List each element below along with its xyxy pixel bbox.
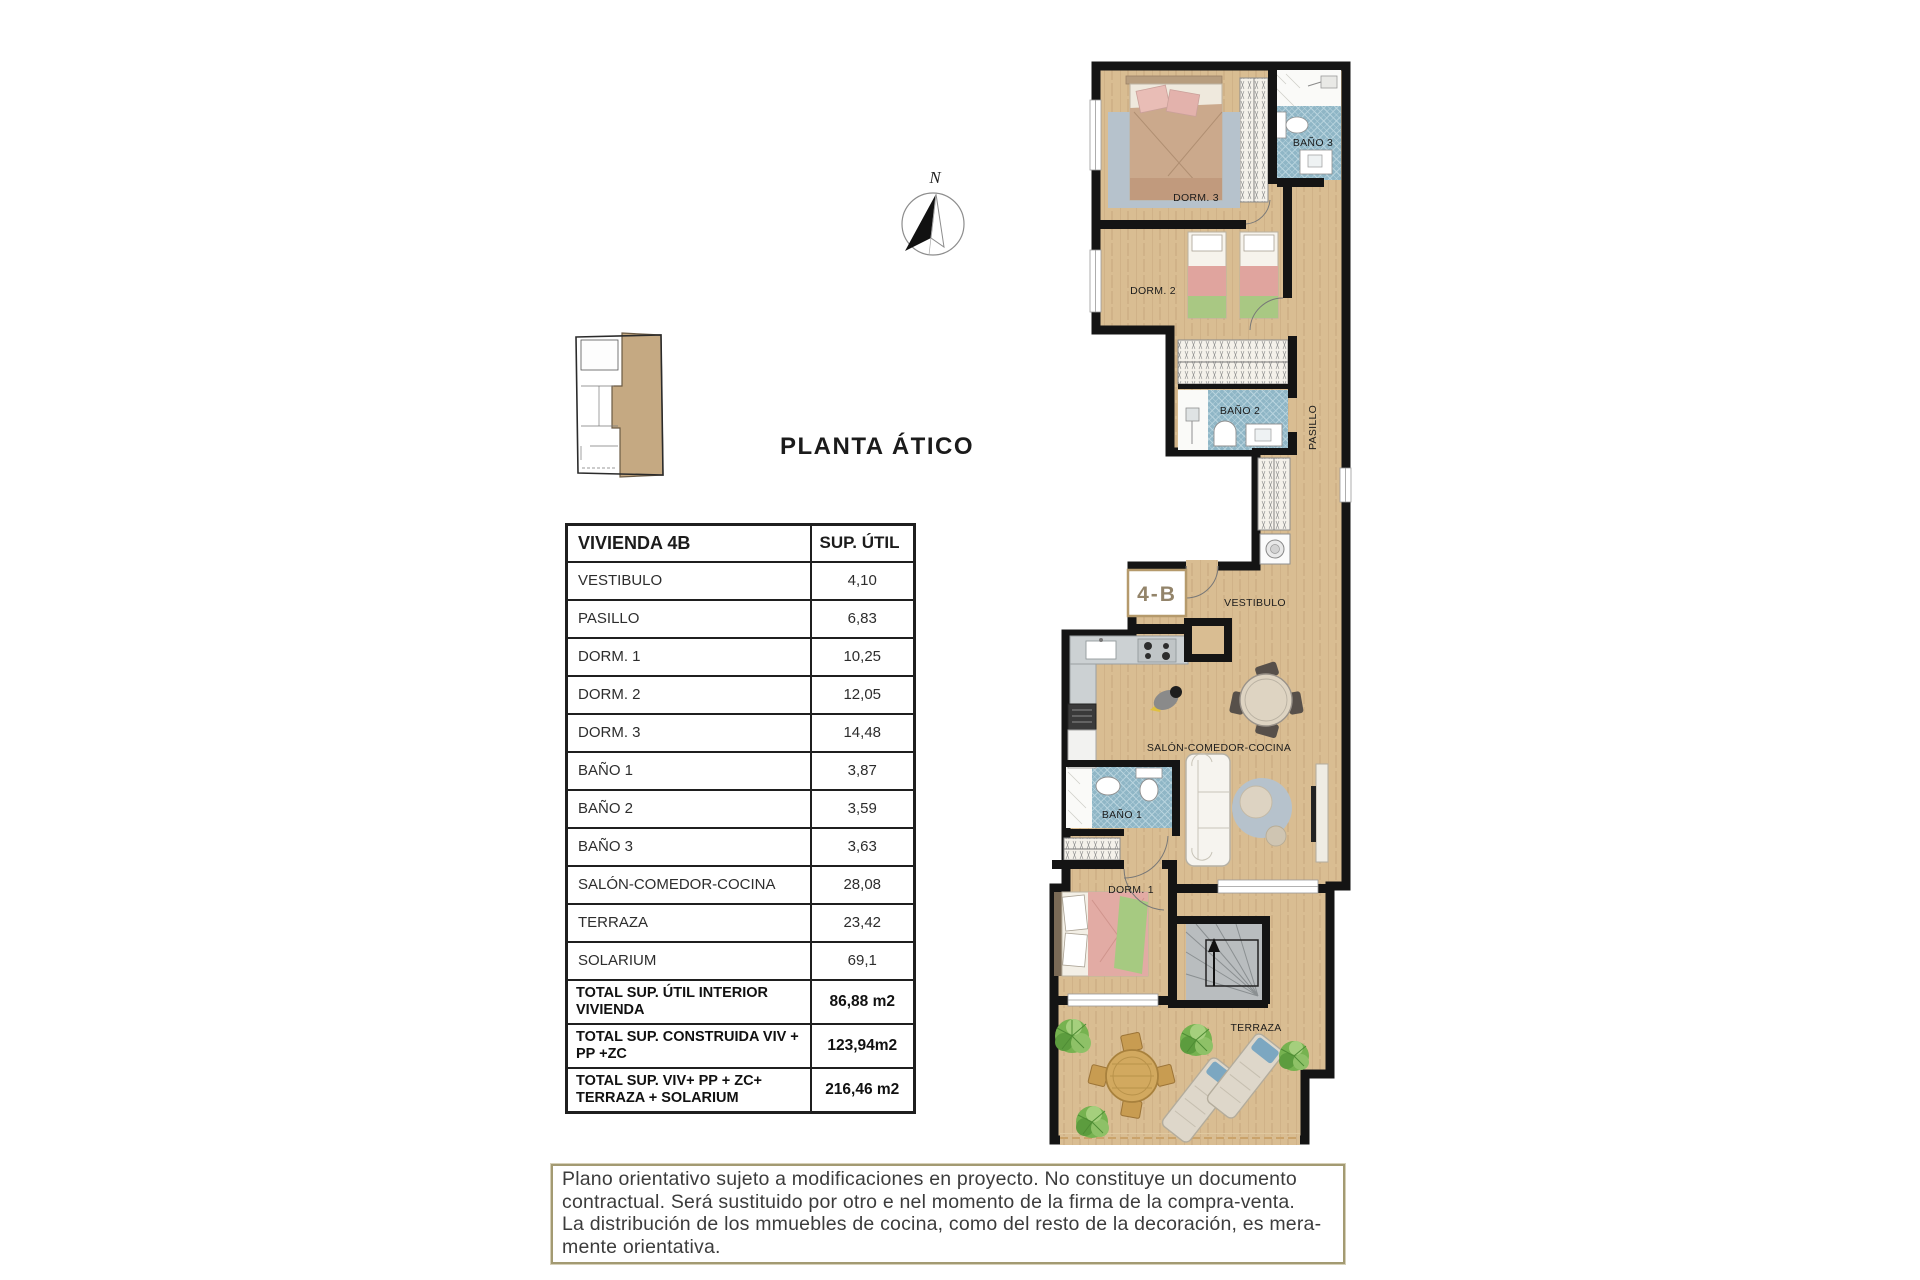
unit-badge: [1128, 570, 1186, 616]
room-name: DORM. 3: [567, 714, 811, 752]
total-value: 123,94m2: [811, 1024, 915, 1068]
floor-plan: [1038, 50, 1358, 1155]
table-row: [567, 790, 915, 828]
label-dorm3: DORM. 3: [1173, 192, 1219, 204]
table-row: [567, 752, 915, 790]
oven: [1068, 704, 1096, 730]
table-row: [567, 866, 915, 904]
table-total-row: [567, 1024, 915, 1068]
total-value: 216,46 m2: [811, 1068, 915, 1113]
table-row: [567, 828, 915, 866]
room-area: 14,48: [811, 714, 915, 752]
stove: [1138, 639, 1176, 662]
wardrobe-corridor: [1258, 458, 1290, 530]
table-row: [567, 676, 915, 714]
room-area: 6,83: [811, 600, 915, 638]
compass-needle: [905, 194, 936, 251]
label-dorm1: DORM. 1: [1108, 884, 1154, 896]
total-value: 86,88 m2: [811, 980, 915, 1024]
disclaimer-line: La distribución de los mmuebles de cocina, como del resto de la decoración, es mera-: [562, 1213, 1322, 1235]
pouf: [1240, 786, 1272, 818]
compass-north-label: N: [929, 168, 941, 187]
room-area: 28,08: [811, 866, 915, 904]
table-row: [567, 714, 915, 752]
room-name: BAÑO 1: [567, 752, 811, 790]
washing-machine: [1260, 534, 1290, 564]
table-row: [567, 638, 915, 676]
unit-badge-label: 4-B: [1137, 583, 1177, 606]
sofa: [1186, 754, 1230, 866]
wardrobe-hall: [1178, 340, 1288, 384]
kitchen-sink: [1086, 641, 1116, 659]
bed-dorm2-right: [1240, 232, 1278, 318]
label-vestibulo: VESTIBULO: [1224, 597, 1286, 609]
bed-dorm1: [1054, 892, 1148, 976]
compass-icon: [888, 158, 980, 266]
room-area: 23,42: [811, 904, 915, 942]
label-salon: SALÓN-COMEDOR-COCINA: [1146, 742, 1292, 754]
total-label: TOTAL SUP. VIV+ PP + ZC+ TERRAZA + SOLARIUM: [567, 1068, 811, 1113]
label-dorm2: DORM. 2: [1130, 285, 1176, 297]
table-row: [567, 904, 915, 942]
label-bano2: BAÑO 2: [1219, 405, 1261, 417]
label-bano1: BAÑO 1: [1101, 809, 1143, 821]
window: [1340, 468, 1351, 502]
room-area: 10,25: [811, 638, 915, 676]
table-row: [567, 942, 915, 980]
label-bano3: BAÑO 3: [1292, 137, 1334, 149]
room-area: 4,10: [811, 562, 915, 600]
table-row: [567, 562, 915, 600]
room-area: 3,59: [811, 790, 915, 828]
closet-dorm1: [1064, 838, 1120, 860]
bed-dorm2-left: [1188, 232, 1226, 318]
areas-table: [565, 523, 916, 1114]
label-pasillo: PASILLO: [1307, 404, 1319, 450]
room-name: SOLARIUM: [567, 942, 811, 980]
room-name: PASILLO: [567, 600, 811, 638]
window: [1218, 880, 1318, 893]
bed-dorm3: [1126, 76, 1222, 200]
label-terraza: TERRAZA: [1230, 1022, 1282, 1034]
table-total-row: [567, 980, 915, 1024]
room-area: 12,05: [811, 676, 915, 714]
room-name: DORM. 1: [567, 638, 811, 676]
disclaimer-line: Plano orientativo sujeto a modificaciones en proyecto. No constituye un documento: [562, 1168, 1297, 1190]
room-bano3: [1273, 70, 1341, 180]
room-area: 3,63: [811, 828, 915, 866]
table-header-unit: VIVIENDA 4B: [567, 525, 811, 562]
page-title: PLANTA ÁTICO: [780, 433, 974, 460]
room-name: BAÑO 3: [567, 828, 811, 866]
table-header-area: SUP. ÚTIL: [811, 525, 915, 562]
key-plan: [570, 328, 670, 484]
room-area: 3,87: [811, 752, 915, 790]
disclaimer-line: mente orientativa.: [562, 1235, 721, 1258]
total-label: TOTAL SUP. ÚTIL INTERIOR VIVIENDA: [567, 980, 811, 1024]
table-total-row: [567, 1068, 915, 1113]
room-name: SALÓN-COMEDOR-COCINA: [567, 866, 811, 904]
wardrobe-dorm3: [1240, 78, 1268, 202]
areas-table-header-row: [567, 525, 915, 562]
disclaimer-box: [551, 1164, 1345, 1264]
table-row: [567, 600, 915, 638]
room-name: DORM. 2: [567, 676, 811, 714]
total-label: TOTAL SUP. CONSTRUIDA VIV + PP +ZC: [567, 1024, 811, 1068]
window: [1068, 994, 1158, 1006]
disclaimer-line: contractual. Será sustituido por otro e nel momento de la firma de la compra-venta.: [562, 1190, 1296, 1213]
room-name: TERRAZA: [567, 904, 811, 942]
room-name: BAÑO 2: [567, 790, 811, 828]
stairs: [1186, 924, 1262, 1000]
room-area: 69,1: [811, 942, 915, 980]
room-bano2: [1178, 390, 1288, 450]
window: [1090, 100, 1101, 170]
room-name: VESTIBULO: [567, 562, 811, 600]
key-plan-highlighted-unit: [612, 333, 663, 477]
window: [1090, 250, 1101, 312]
